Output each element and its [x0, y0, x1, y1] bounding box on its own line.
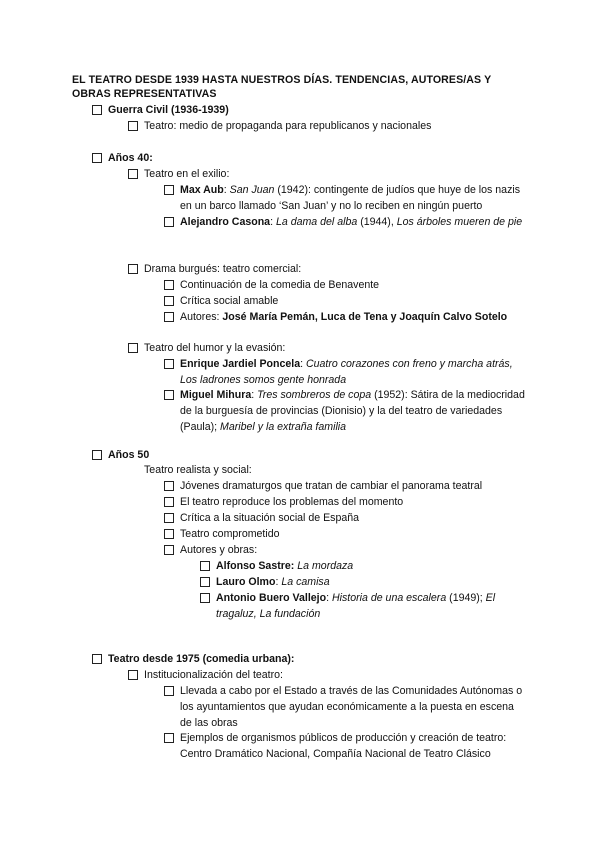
checkbox[interactable]: [164, 545, 174, 555]
list-item: [128, 166, 538, 182]
list-item-text: Lauro Olmo: La camisa: [216, 576, 330, 588]
checkbox[interactable]: [164, 280, 174, 290]
list-item: [128, 118, 538, 134]
list-item: [164, 293, 534, 309]
checkbox[interactable]: [164, 686, 174, 696]
list-item-text: Ejemplos de organismos públicos de producción y creación de teatro: Centro Dramático Nacional, Compañía Nacional de Teatro Clásico: [180, 732, 507, 760]
list-item-text: Max Aub: San Juan (1942): contingente de judíos que huye de los nazis en un barco llamado ‘San Juan’ y no lo reciben en ningún puerto: [180, 184, 521, 212]
list-item: [128, 667, 538, 683]
list-item-mihura: [164, 387, 534, 435]
list-item: [144, 462, 534, 478]
checkbox[interactable]: [164, 529, 174, 539]
list-item-text: Antonio Buero Vallejo: Historia de una escalera (1949); El tragaluz, La fundación: [216, 592, 496, 620]
checkbox[interactable]: [92, 105, 102, 115]
list-item: [164, 309, 544, 325]
checkbox[interactable]: [164, 497, 174, 507]
checkbox[interactable]: [164, 390, 174, 400]
checkbox[interactable]: [200, 577, 210, 587]
checkbox[interactable]: [128, 670, 138, 680]
list-item-text: Alejandro Casona: La dama del alba (1944), Los árboles mueren de pie: [180, 216, 523, 228]
list-item-text: Alfonso Sastre: La mordaza: [216, 560, 354, 572]
section-teatro-1975: [92, 651, 532, 667]
section-heading: Años 50: [108, 449, 150, 461]
section-heading: Guerra Civil (1936-1939): [108, 104, 229, 116]
checkbox[interactable]: [164, 312, 174, 322]
list-item: [164, 730, 534, 762]
list-item-text: Teatro: medio de propaganda para republicanos y nacionales: [144, 120, 432, 132]
checkbox[interactable]: [164, 733, 174, 743]
list-item: [164, 510, 534, 526]
document-title: EL TEATRO DESDE 1939 HASTA NUESTROS DÍAS. TENDENCIAS, AUTORES/AS Y OBRAS REPRESENTATIVAS: [72, 74, 492, 100]
list-item-text: Continuación de la comedia de Benavente: [180, 279, 380, 291]
section-anos-40: [92, 150, 532, 166]
section-heading: Años 40:: [108, 152, 153, 164]
checkbox[interactable]: [164, 185, 174, 195]
list-item-text: Institucionalización del teatro:: [144, 669, 283, 681]
list-item: [164, 526, 534, 542]
section-anos-50: [92, 447, 532, 463]
list-item-text: Crítica a la situación social de España: [180, 512, 360, 524]
list-item-buero: [200, 590, 530, 622]
list-item: [164, 277, 534, 293]
list-item-text: Teatro realista y social:: [144, 464, 252, 476]
list-item-casona: [164, 214, 529, 230]
list-item-olmo: [200, 574, 530, 590]
list-item: [164, 478, 534, 494]
list-item-text: Drama burgués: teatro comercial:: [144, 263, 302, 275]
list-item-text: Teatro del humor y la evasión:: [144, 342, 286, 354]
checkbox[interactable]: [92, 153, 102, 163]
list-item-text: El teatro reproduce los problemas del momento: [180, 496, 404, 508]
list-item-text: Miguel Mihura: Tres sombreros de copa (1952): Sátira de la mediocridad de la burguesía de provincias (Dionisio) y la del teatro de variedades (Paula); Maribel y la extraña familia: [180, 389, 525, 433]
checkbox[interactable]: [164, 217, 174, 227]
list-item-text: Autores: José María Pemán, Luca de Tena y Joaquín Calvo Sotelo: [180, 311, 508, 323]
list-item-text: Teatro en el exilio:: [144, 168, 230, 180]
checkbox[interactable]: [128, 264, 138, 274]
checkbox[interactable]: [164, 513, 174, 523]
checkbox[interactable]: [200, 561, 210, 571]
list-item: [128, 340, 538, 356]
checkbox[interactable]: [92, 450, 102, 460]
checkbox[interactable]: [164, 296, 174, 306]
list-item-text: Llevada a cabo por el Estado a través de las Comunidades Autónomas o los ayuntamientos que ayudan económicamente a la puesta en escena de las obras: [180, 685, 523, 729]
checkbox[interactable]: [128, 169, 138, 179]
section-heading: Teatro desde 1975 (comedia urbana):: [108, 653, 295, 665]
checkbox[interactable]: [164, 481, 174, 491]
section-guerra-civil: [92, 102, 532, 118]
list-item-text: Enrique Jardiel Poncela: Cuatro corazones con freno y marcha atrás, Los ladrones somos gente honrada: [180, 358, 513, 386]
checkbox[interactable]: [92, 654, 102, 664]
list-item-text: Autores y obras:: [180, 544, 258, 556]
list-item-sastre: [200, 558, 530, 574]
list-item: [128, 261, 538, 277]
list-item: [164, 542, 534, 558]
checkbox[interactable]: [164, 359, 174, 369]
list-item-max-aub: [164, 182, 529, 214]
checkbox[interactable]: [128, 343, 138, 353]
list-item: [164, 494, 534, 510]
list-item-text: Crítica social amable: [180, 295, 279, 307]
list-item-text: Jóvenes dramaturgos que tratan de cambiar el panorama teatral: [180, 480, 483, 492]
list-item-jardiel: [164, 356, 529, 388]
list-item: [164, 683, 524, 731]
checkbox[interactable]: [128, 121, 138, 131]
checkbox[interactable]: [200, 593, 210, 603]
list-item-text: Teatro comprometido: [180, 528, 280, 540]
